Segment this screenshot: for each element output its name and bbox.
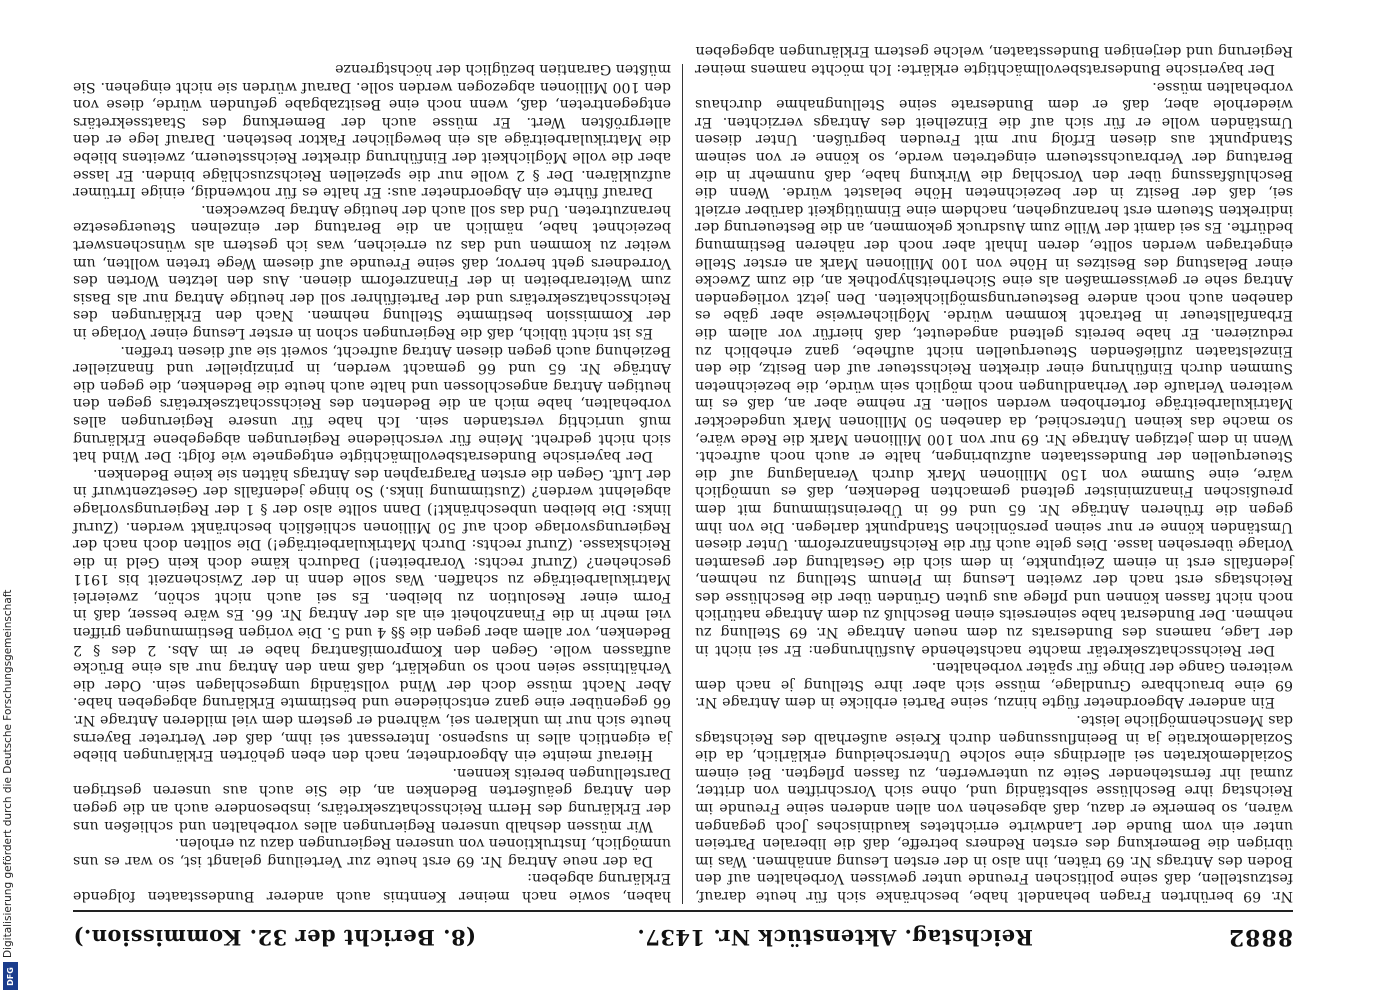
paragraph: Wir müssen deshalb unseren Regierungen alles vorbehalten und schließen uns der Erklärung des Herrn Reichsschatzsekretärs, insbesondere auch an die gegen den Antrag geäußerten Bedenken an, die Sie auch aus unseren gestrigen Darstellungen bereits kennen. [73, 764, 671, 834]
page-number: 8882 [1227, 924, 1293, 950]
paragraph: Der bayerische Bundesratsbevollmächtigte erklärte: Ich möchte namens meiner Regierung und derjenigen Bundesstaaten, welche gestern Erklärungen abgegeben [695, 43, 1293, 78]
paragraph: Der Reichsschatzsekretär machte nachstehende Ausführungen: Er sei nicht in der Lage, namens des Bundesrats zu dem neuen Antrage Nr. 69 Stellung zu nehmen. Der Bundesrat habe seinerseits einen Beschluß zu dem Antrage natürlich noch nicht fassen können und pflege aus guten Gründen über die Beschlüsse des Reichstags erst nach der zweiten Lesung im Plenum Stellung zu nehmen, jedenfalls erst in einem Zeitpunkte, in dem sich die Gestaltung der gesamten Vorlage übersehen lasse. Dies gelte auch für die Reichsfinanzreform. Unter diesen Umständen könne er nur seinen persönlichen Standpunkt darlegen. Die von ihm gegen die früheren Anträge Nr. 65 und 66 in Übereinstimmung mit dem preußischen Finanzminister geltend gemachten Bedenken, daß es unmöglich wäre, eine Summe von 150 Millionen Mark durch Veranlagung auf die Steuerquellen der Bundesstaaten aufzubringen, halte er auch noch aufrecht. Wenn in dem jetzigen Antrage Nr. 69 nur von 100 Millionen Mark die Rede wäre, so mache das keinen Unterschied, da daneben 50 Millionen Mark ungedeckter Matrikularbeiträge forterhoben werden sollen. Er nehme aber an, daß es im weiteren Verlaufe der Verhandlungen noch möglich sein würde, die bezeichneten Summen durch Einführung einer direkten Reichssteuer auf den Besitz, die den Einzelstaaten zufließenden Steuerquellen nicht aufhebe, ganz erheblich zu reduzieren. Er habe bereits geltend angedeutet, daß hierfür vor allem die Erbanfallsteuer in Betracht kommen würde. Möglicherweise aber gäbe es daneben auch noch andere Besteuerungsmöglichkeiten. Den jetzt vorliegenden Antrag sehe er gewissermaßen als eine Sicherheitshypothek an, die zum Zwecke einer Belastung des Besitzes in Höhe von 100 Millionen Mark an erster Stelle eingetragen werden sollte, deren Inhalt aber noch der näheren Bestimmung bedürfte. Es sei damit der Wille zum Ausdruck gekommen, an die Besteuerung der indirekten Steuern erst heranzugehen, nachdem eine Einmütigkeit darüber erzielt sei, daß der Besitz in der bezeichneten Höhe belastet würde. Wenn die Beschlußfassung über den Vorschlag die Wirkung habe, daß nunmehr in die Beratung der Verbrauchssteuern eingetreten werde, so könne er von seinem Standpunkt aus diesen Erfolg nur mit Freuden begrüßen. Unter diesen Umständen wolle er für sich auf die Einzelheit des Antrags verzichten. Er wiederhole aber, daß er dem Bundesrate seine Stellungnahme durchaus vorbehalten müsse. [695, 78, 1293, 658]
funding-credit: Digitalisierung gefördert durch die Deutsche Forschungsgemeinschaft [2, 589, 14, 958]
header-report-title: (8. Bericht der 32. Kommission.) [73, 925, 477, 950]
column-divider [682, 64, 683, 904]
paragraph: Ein anderer Abgeordneter fügte hinzu, seine Partei erblicke in dem Antrage Nr. 69 eine brauchbare Grundlage, müsse sich aber ihre Stellung je nach dem weiteren Gange der Dinge für später vorbehalten. [695, 659, 1293, 711]
header-rule [73, 910, 1293, 912]
page-header [73, 914, 1293, 954]
paragraph: Nr. 69 berührten Fragen behandelt habe, beschränke sich für heute darauf, festzustellen, daß seine politischen Freunde unter gewissen Vorbehalten auf den Boden des Antrags Nr. 69 träten, ihn also in der ersten Lesung annähmen. Was im übrigen die Bemerkung des ersten Redners betreffe, daß die liberalen Parteien unter ein vom Bunde der Landwirte errichtetes kaudinisches Joch gegangen wären, so bemerke er dazu, daß abgesehen von allen anderen seine Freunde im Reichstag ihre Beschlüsse selbständig und, ohne sich Vorschriften von dritter, zumal ihr fernstehender Seite zu unterwerfen, zu fassen pflegten. Bei einem Sozialdemokraten sei allerdings eine solche Unterscheidung erklärlich, da die Sozialdemokratie ja in Beeinflussungen durch Kreise außerhalb des Reichstags das Menschenmögliche leiste. [695, 712, 1293, 904]
paragraph: Der bayerische Bundesratsbevollmächtigte entgegnete wie folgt: Der Wind hat sich nicht gedreht. Meine für verschiedene Regierungen abgegebene Erklärung muß unrichtig verstanden sein. Ich habe für unsere Regierungen alles vorbehalten, habe mich an die Bedenten des Reichsschatzsekretärs gegen den heutigen Antrag angeschlossen und halte auch heute die Bedenken, die gegen die Anträge Nr. 65 und 66 gemacht werden, in prinzipieller und finanzieller Beziehung auch gegen diesen Antrag aufrecht, soweit sie auf diesen treffen. [73, 342, 671, 465]
dfg-logo: DFG [3, 962, 18, 990]
digitization-sidebar [0, 0, 22, 1000]
paragraph: haben, sowie nach meiner Kenntnis auch anderer Bundesstaaten folgende Erklärung abgeben: [73, 870, 671, 904]
paragraph: Es ist nicht üblich, daß die Regierungen schon in erster Lesung einer Vorlage in der Kommission bestimmte Stellung nehmen. Nach den Erklärungen des Reichsschatzsekretärs und der Parteiführer soll der heutige Antrag nur als Basis zum Weiterarbeiten in der Finanzreform dienen. Aus den letzten Worten des Vorredners geht hervor, daß seine Freunde auf diesem Wege treten wollten, um weiter zu kommen und das zu erreichen, was ich gestern als wünschenswert bezeichnet habe, nämlich an die Beratung der einzelnen Steuergesetze heranzutreten. Und das soll auch der heutige Antrag bezwecken. [73, 201, 671, 341]
header-title: Reichstag. Aktenstück Nr. 1437. [636, 925, 1033, 950]
right-column [73, 61, 671, 904]
paragraph: Hierauf meinte ein Abgeordneter, nach den eben gehörten Erklärungen bliebe ja eigentlich alles in suspenso. Interessant sei ihm, daß der Vertreter Bayerns heute sich nur im unklaren sei, während er gestern dem viel milderen Antrage Nr. 66 gegenüber eine ganz entschiedene und bestimmte Erklärung abgegeben habe. Aber Nacht müsse doch der Wind vollständig umgeschlagen sein. Oder die Verhältnisse seien noch so ungeklärt, daß man den Antrag nur als eine Brücke auffassen wolle. Gegen den Kompromißantrag habe er im Abs. 2 des § 2 Bedenken, vor allem aber gegen die §§ 4 und 5. Die vorigen Bestimmungen griffen viel mehr in die Finanzhoheit ein als der Antrag Nr. 66. Es wäre besser, daß in Form einer Resolution zu bleiben. Es sei auch nicht schön, zweierlei Matrikularbeiträge zu schaffen. Was solle denn in der Zwischenzeit bis 1911 geschehen? (Zuruf rechts: Vorarbeiten!) Dadurch käme doch kein Geld in die Reichskasse. (Zuruf rechts: Durch Matrikularbeiträge!) Die sollten doch nach der Regierungsvorlage doch auf 50 Millionen schließlich beschränkt werden. (Zuruf links: Die bleiben unbeschränkt!) Dann sollte also der § 1 der Regierungsvorlage abgelehnt werden? (Zustimmung links.) So hinge jedenfalls der Gesetzentwurf in der Luft. Gegen die ersten Paragraphen des Antrags hätten sie keine Bedenken. [73, 465, 671, 764]
paragraph: Da der neue Antrag Nr. 69 erst heute zur Verteilung gelangt ist, so war es uns unmöglich, Instruktionen von unseren Regierungen dazu zu erholen. [73, 835, 671, 869]
paragraph: Darauf führte ein Abgeordneter aus: Er halte es für notwendig, einige Irrtümer aufzuklären. Der § 2 wolle nur die speziellen Reichszuschläge binden. Er lasse aber die volle Möglichkeit der Einführung direkter Reichssteuern, zweitens bliebe die Matrikularbeiträge als ein beweglicher Faktor bestehen. Darauf lege er den allergrößten Wert. Er müsse auch der Bemerkung des Staatssekretärs entgegentreten, daß, wenn noch eine Besitzabgabe gefunden würde, diese von den 100 Millionen abgezogen werden solle. Darauf würden sie nicht eingehen. Sie müßten Garantien bezüglich der höchstgrenze [73, 61, 671, 201]
left-column [695, 43, 1293, 904]
